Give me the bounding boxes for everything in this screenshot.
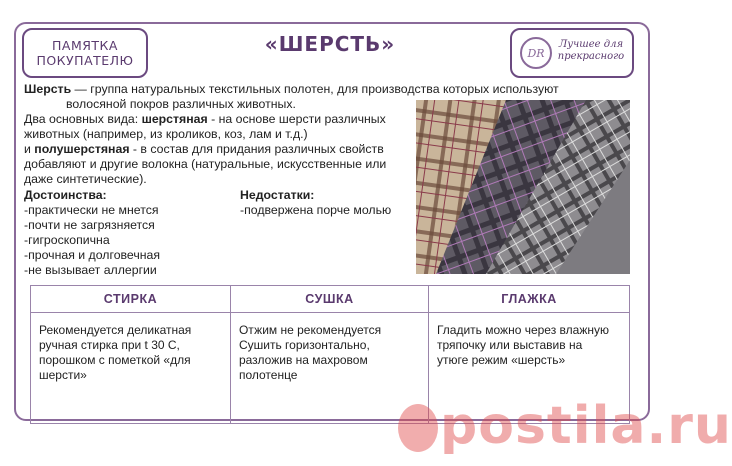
term: Шерсть (24, 82, 72, 96)
washing-line: шерсти» (39, 368, 87, 382)
header-washing: СТИРКА (31, 286, 231, 313)
brand-logo (510, 28, 634, 78)
drying-line: Сушить горизонтально, (238, 338, 370, 352)
wool-fabric-image (416, 100, 630, 274)
logo-text-line-2: прекрасного (557, 51, 625, 62)
logo-mark: DR (520, 37, 552, 69)
type-semiwool-desc-3: даже синтетические). (24, 172, 147, 186)
definition-line-1: — группа натуральных текстильных полотен, для производства которых используют (71, 82, 559, 96)
cons-item: -подвержена порче молью (240, 203, 392, 217)
fabric-illustration (416, 100, 630, 274)
cons-heading: Недостатки: (240, 188, 315, 202)
pros-heading: Достоинства: (24, 188, 107, 202)
type-wool: шерстяная (141, 112, 208, 126)
pros-item: -гигроскопична (24, 233, 110, 247)
drying-line: Отжим не рекомендуется (238, 323, 382, 337)
pros-item: -прочная и долговечная (24, 248, 161, 262)
pros-item: -почти не загрязняется (24, 218, 155, 232)
pros-item: -практически не мнется (24, 203, 159, 217)
washing-line: порошком с пометкой «для (39, 353, 191, 367)
page-title: «ШЕРСТЬ» (264, 32, 396, 56)
badge-line-2: ПОКУПАТЕЛЮ (36, 53, 134, 68)
types-intro: Два основных вида: (24, 112, 142, 126)
logo-text (554, 39, 628, 63)
ironing-line: Гладить можно через влажную (436, 323, 609, 337)
washing-cell (31, 313, 231, 424)
cons-section (240, 188, 410, 218)
pros-item: -не вызывает аллергии (24, 263, 157, 277)
header-ironing: ГЛАЖКА (428, 286, 629, 313)
type-semiwool-desc-1: - в состав для придания различных свойств (129, 142, 384, 156)
type-wool-desc-1: - на основе шерсти различных (207, 112, 386, 126)
watermark-pin-icon (398, 404, 438, 452)
and-word: и (24, 142, 35, 156)
types-paragraph (24, 112, 414, 187)
care-table-header (31, 286, 630, 313)
drying-line: полотенце (238, 368, 298, 382)
type-wool-desc-2: животных (например, из кроликов, коз, лам и т.д.) (24, 127, 308, 141)
definition-line-2: волосяной покров различных животных. (66, 97, 296, 111)
watermark-text: postila.ru (440, 396, 732, 456)
washing-line: ручная стирка при t 30 С, (39, 338, 180, 352)
badge-line-1: ПАМЯТКА (52, 38, 118, 53)
ironing-line: тряпочку или выставив на (436, 338, 583, 352)
washing-line: Рекомендуется деликатная (39, 323, 192, 337)
drying-cell (230, 313, 428, 424)
type-semiwool-desc-2: добавляют и другие волокна (натуральные, искусственные или (24, 157, 387, 171)
header-drying: СУШКА (230, 286, 428, 313)
type-semiwool: полушерстяная (34, 142, 130, 156)
pros-section (24, 188, 224, 278)
ironing-line: утюге режим «шерсть» (436, 353, 566, 367)
drying-line: разложив на махровом (238, 353, 368, 367)
logo-text-line-1: Лучшее для (558, 39, 624, 50)
